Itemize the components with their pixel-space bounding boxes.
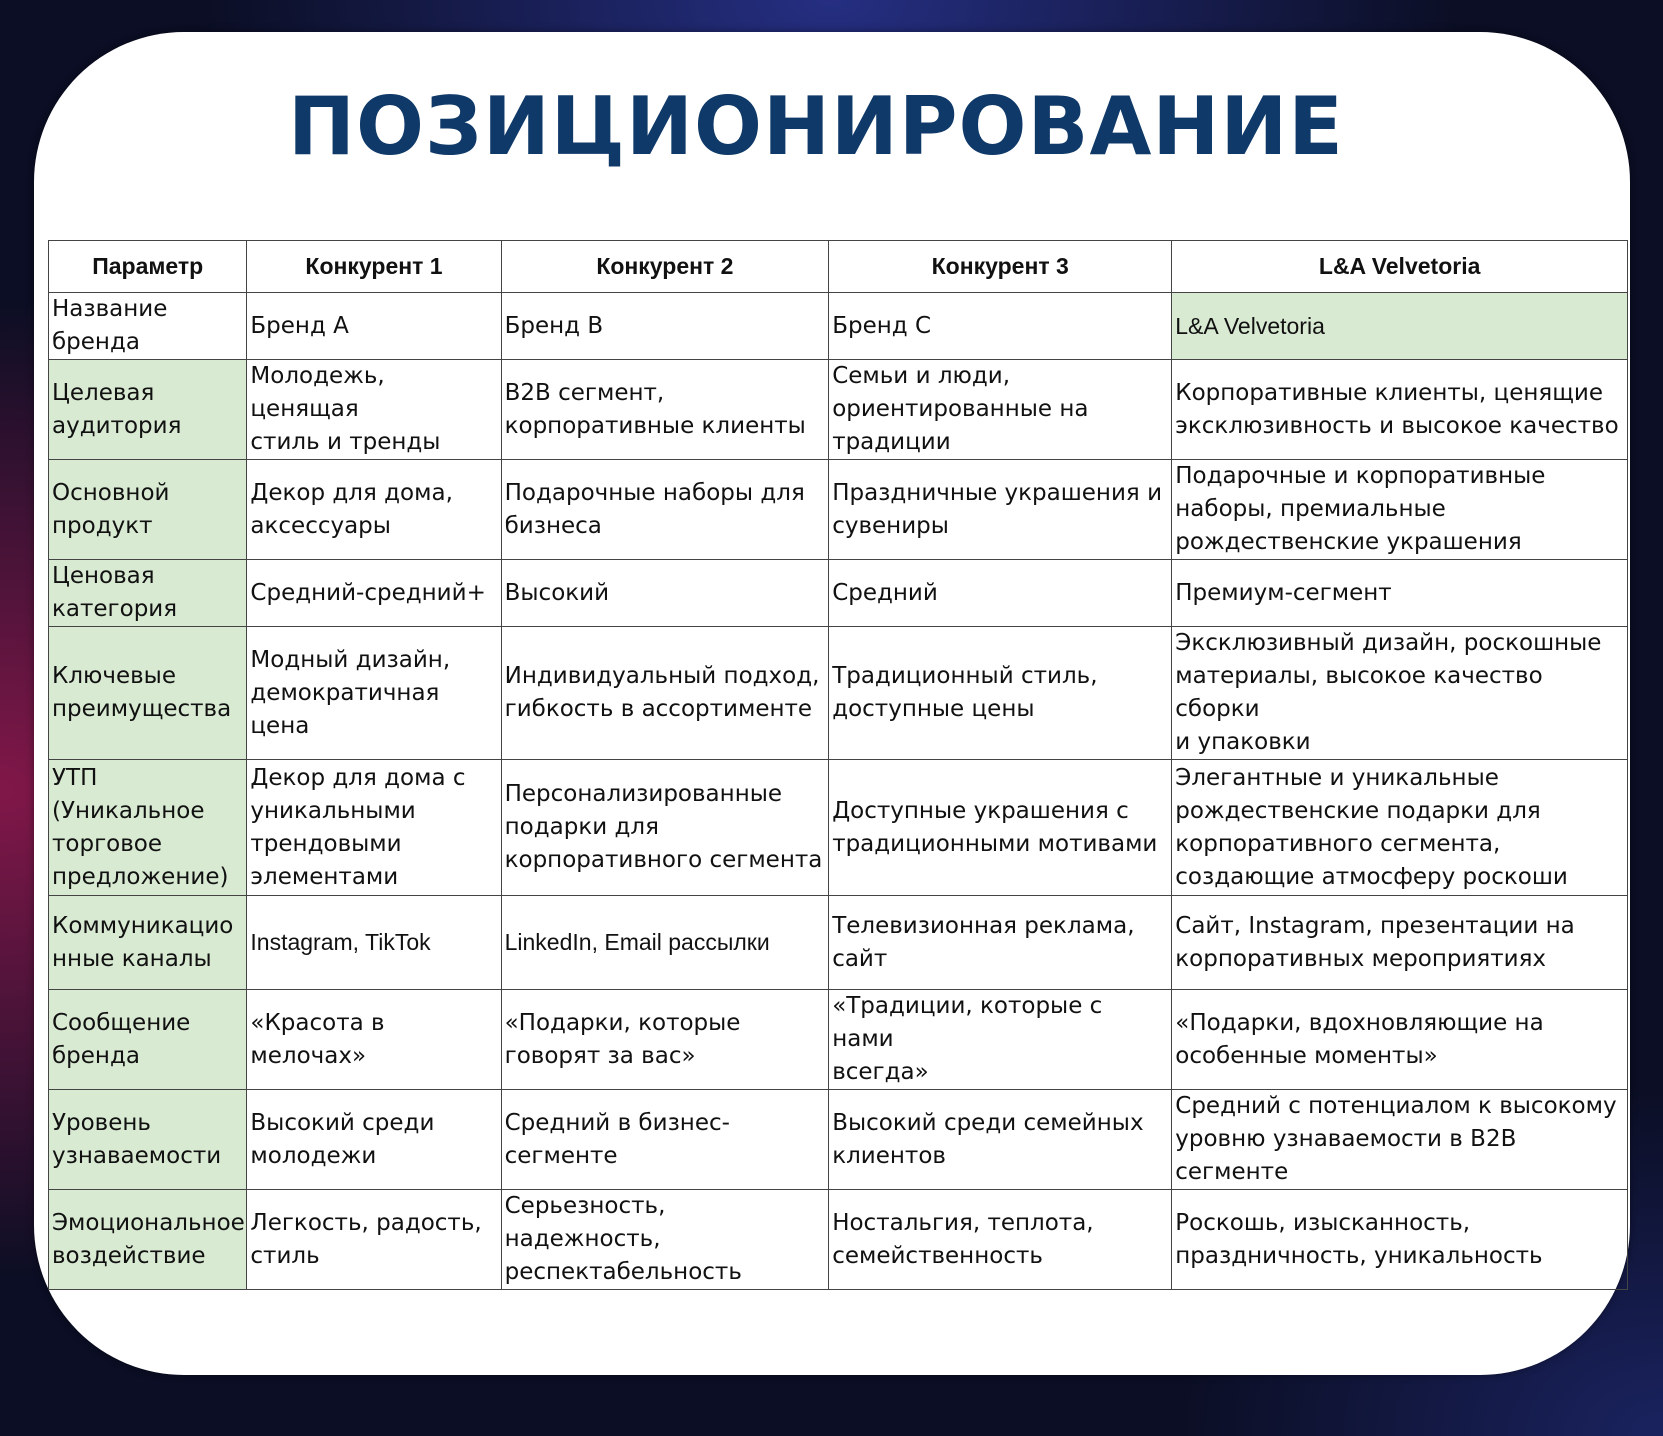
row-parameter: УТП (Уникальное торговое предложение) xyxy=(49,760,247,896)
table-row xyxy=(49,627,1628,760)
table-cell: Бренд C xyxy=(829,293,1172,360)
table-cell: Элегантные и уникальные рождественские подарки для корпоративного сегмента, создающие атмосферу роскоши xyxy=(1172,760,1628,896)
table-cell: Подарочные и корпоративные наборы, премиальные рождественские украшения xyxy=(1172,460,1628,560)
table-cell: Телевизионная реклама, сайт xyxy=(829,896,1172,990)
table-cell: Высокий среди семейных клиентов xyxy=(829,1090,1172,1190)
table-cell: Высокий xyxy=(501,560,829,627)
header-velvetoria: L&A Velvetoria xyxy=(1172,241,1628,293)
table-cell: Декор для дома, аксессуары xyxy=(247,460,501,560)
header-competitor-1: Конкурент 1 xyxy=(247,241,501,293)
table-row xyxy=(49,460,1628,560)
table-cell-highlight: L&A Velvetoria xyxy=(1172,293,1628,360)
table-cell: Молодежь, ценящая стиль и тренды xyxy=(247,360,501,460)
table-cell: Премиум-сегмент xyxy=(1172,560,1628,627)
table-cell: Средний в бизнес- сегменте xyxy=(501,1090,829,1190)
header-competitor-2: Конкурент 2 xyxy=(501,241,829,293)
table-cell: Высокий среди молодежи xyxy=(247,1090,501,1190)
table-cell: «Подарки, вдохновляющие на особенные моменты» xyxy=(1172,990,1628,1090)
table-row xyxy=(49,1190,1628,1290)
table-cell: Индивидуальный подход, гибкость в ассортименте xyxy=(501,627,829,760)
table-cell: Доступные украшения с традиционными мотивами xyxy=(829,760,1172,896)
table-header-row xyxy=(49,241,1628,293)
table-cell: Легкость, радость, стиль xyxy=(247,1190,501,1290)
table-row xyxy=(49,560,1628,627)
table-cell: Средний xyxy=(829,560,1172,627)
header-parameter: Параметр xyxy=(49,241,247,293)
row-parameter: Уровень узнаваемости xyxy=(49,1090,247,1190)
table-cell: Эксклюзивный дизайн, роскошные материалы, высокое качество сборки и упаковки xyxy=(1172,627,1628,760)
row-parameter: Эмоциональное воздействие xyxy=(49,1190,247,1290)
table-cell: Праздничные украшения и сувениры xyxy=(829,460,1172,560)
table-row xyxy=(49,990,1628,1090)
table-cell: Семьи и люди, ориентированные на традиции xyxy=(829,360,1172,460)
table-cell: LinkedIn, Email рассылки xyxy=(501,896,829,990)
table-cell: Ностальгия, теплота, семейственность xyxy=(829,1190,1172,1290)
table-cell: «Традиции, которые с нами всегда» xyxy=(829,990,1172,1090)
row-parameter: Основной продукт xyxy=(49,460,247,560)
table-row xyxy=(49,760,1628,896)
table-cell: «Красота в мелочах» xyxy=(247,990,501,1090)
table-cell: Персонализированные подарки для корпоративного сегмента xyxy=(501,760,829,896)
table-row xyxy=(49,360,1628,460)
row-parameter: Сообщение бренда xyxy=(49,990,247,1090)
row-parameter: Название бренда xyxy=(49,293,247,360)
row-parameter: Коммуникацио нные каналы xyxy=(49,896,247,990)
table-cell: «Подарки, которые говорят за вас» xyxy=(501,990,829,1090)
table-cell: Бренд B xyxy=(501,293,829,360)
table-row xyxy=(49,896,1628,990)
row-parameter: Ценовая категория xyxy=(49,560,247,627)
table-cell: Средний-средний+ xyxy=(247,560,501,627)
header-competitor-3: Конкурент 3 xyxy=(829,241,1172,293)
table-cell: Декор для дома с уникальными трендовыми элементами xyxy=(247,760,501,896)
table-cell: Бренд A xyxy=(247,293,501,360)
table-row xyxy=(49,1090,1628,1190)
table-cell: Подарочные наборы для бизнеса xyxy=(501,460,829,560)
positioning-table xyxy=(48,240,1628,1290)
table-cell: Корпоративные клиенты, ценящие эксклюзивность и высокое качество xyxy=(1172,360,1628,460)
table-cell: Средний с потенциалом к высокому уровню узнаваемости в B2B сегменте xyxy=(1172,1090,1628,1190)
table-row xyxy=(49,293,1628,360)
table-cell: B2B сегмент, корпоративные клиенты xyxy=(501,360,829,460)
table-cell: Традиционный стиль, доступные цены xyxy=(829,627,1172,760)
table-cell: Роскошь, изысканность, праздничность, уникальность xyxy=(1172,1190,1628,1290)
row-parameter: Ключевые преимущества xyxy=(49,627,247,760)
row-parameter: Целевая аудитория xyxy=(49,360,247,460)
table-cell: Сайт, Instagram, презентации на корпоративных мероприятиях xyxy=(1172,896,1628,990)
table-cell: Модный дизайн, демократичная цена xyxy=(247,627,501,760)
table-cell: Instagram, TikTok xyxy=(247,896,501,990)
page-title: ПОЗИЦИОНИРОВАНИЕ xyxy=(288,80,1344,173)
table-cell: Серьезность, надежность, респектабельность xyxy=(501,1190,829,1290)
